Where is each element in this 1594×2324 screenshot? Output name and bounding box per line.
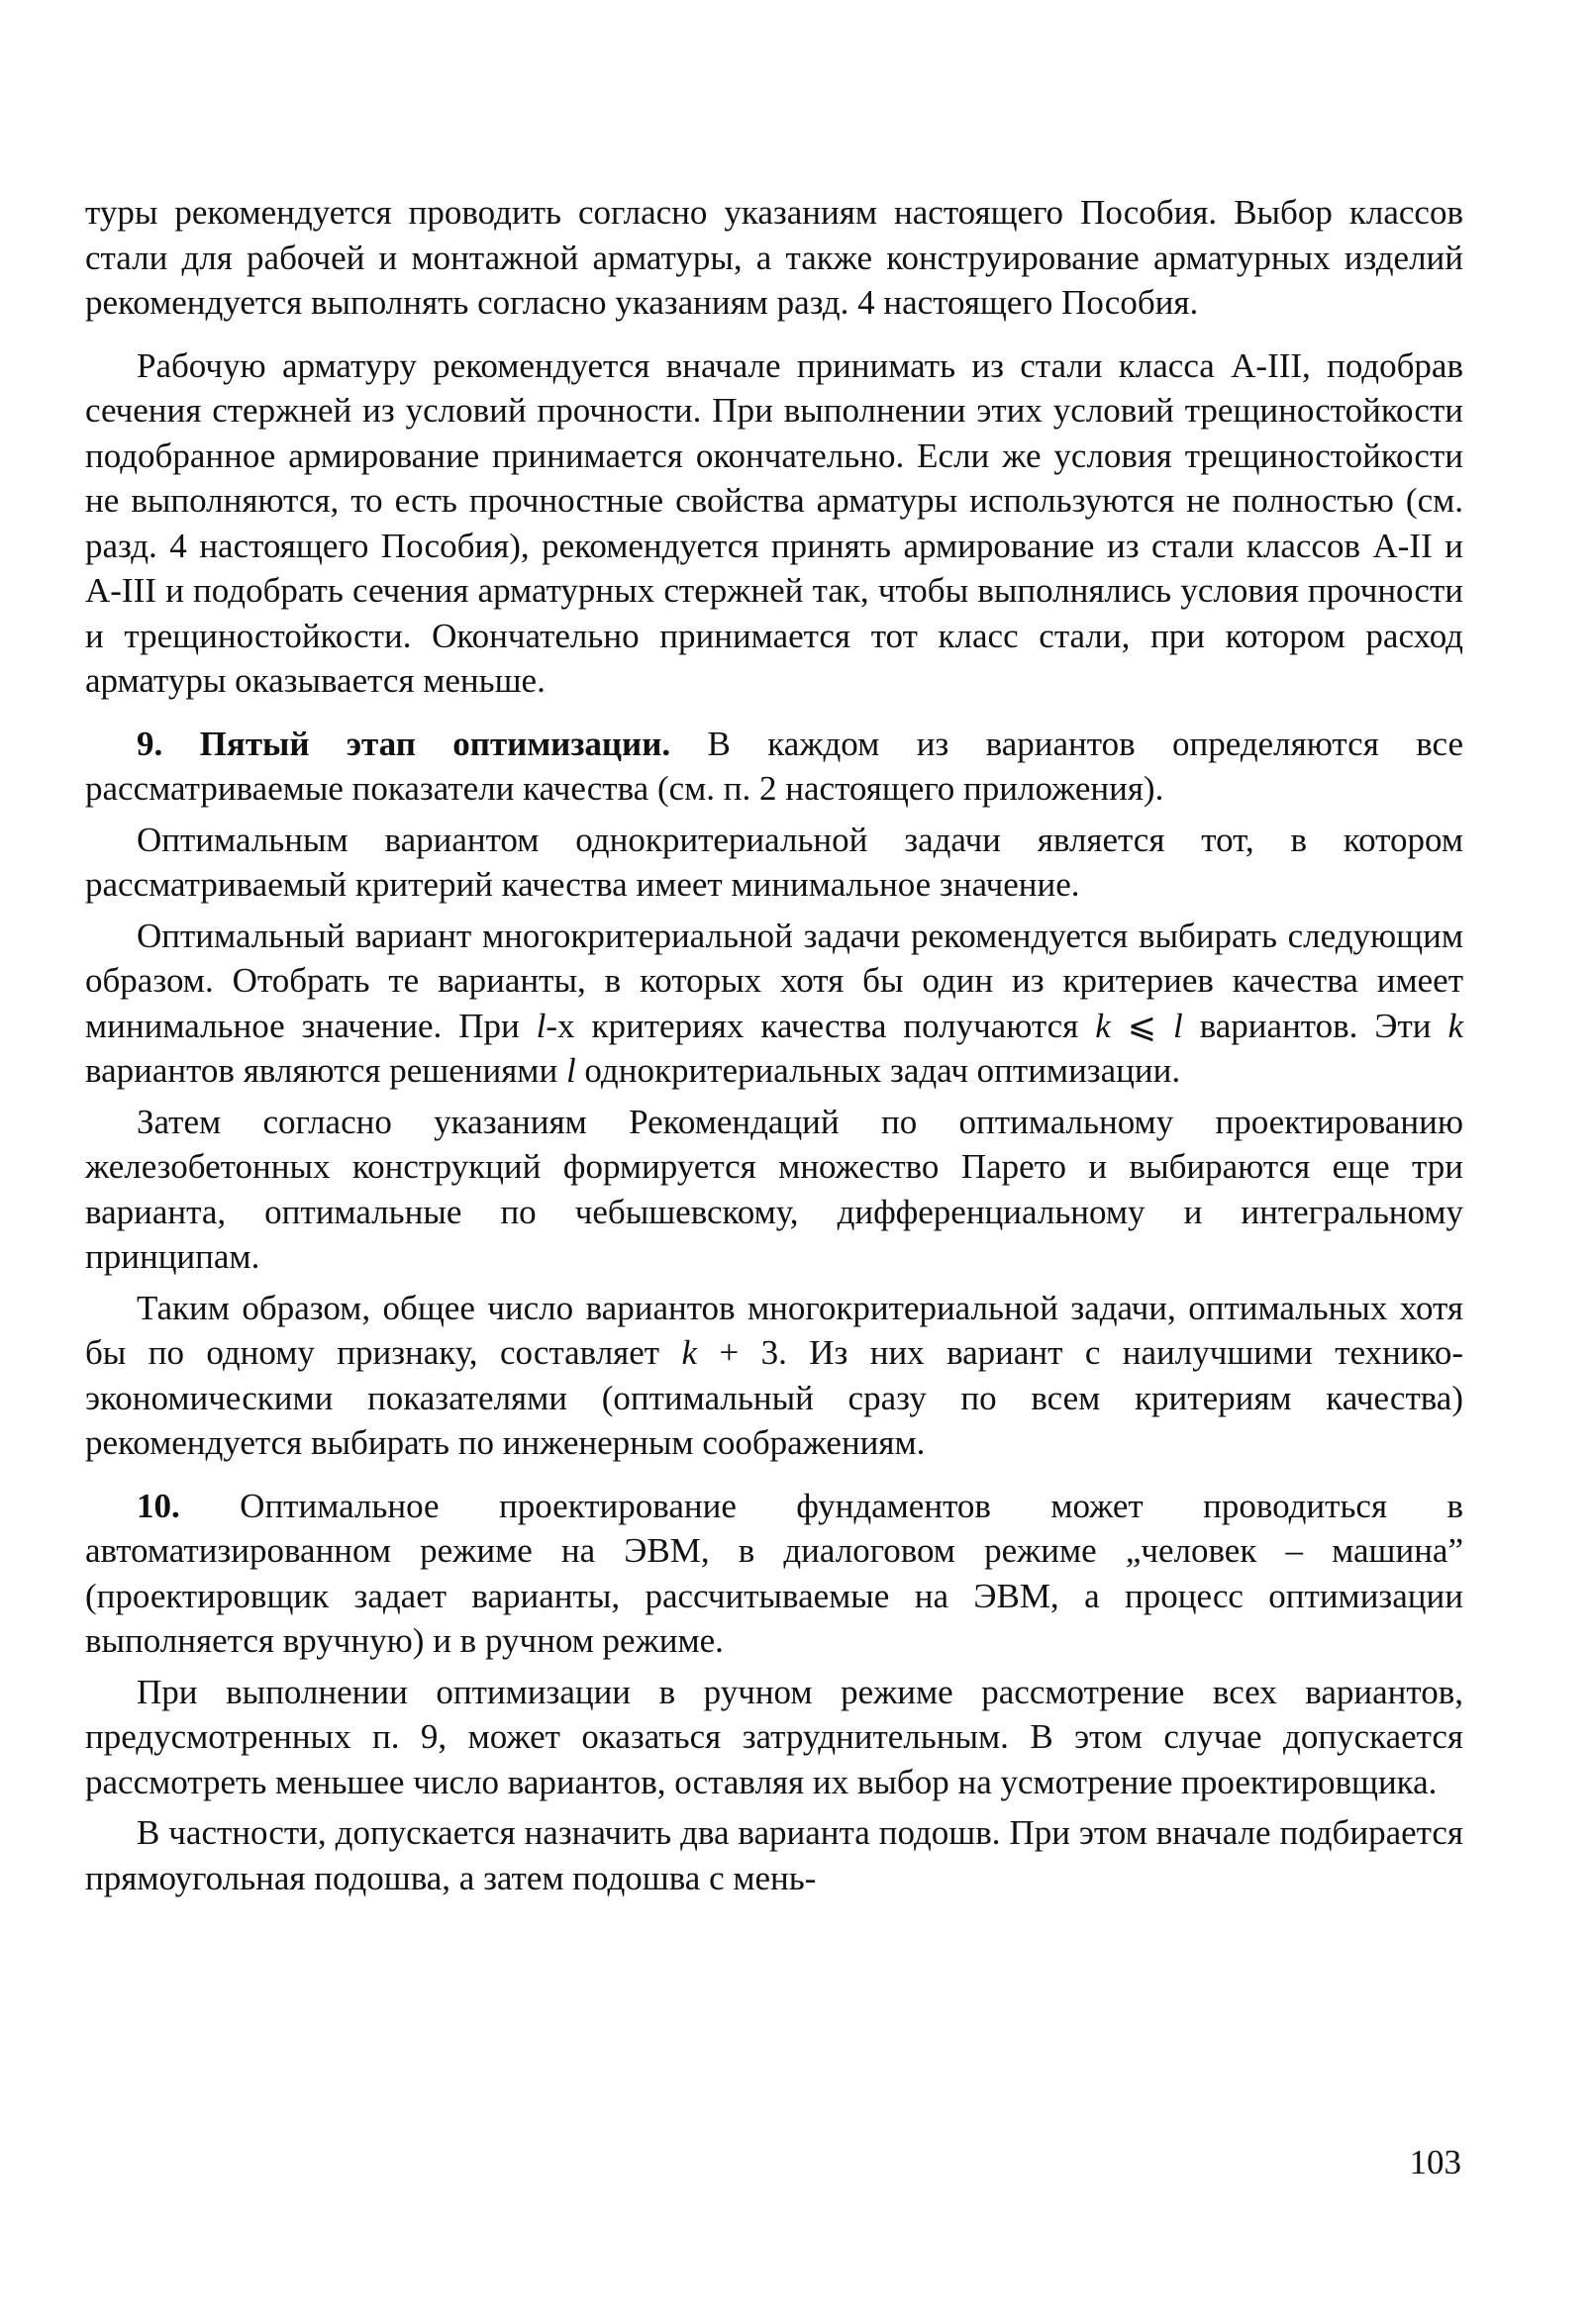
page-body bbox=[85, 190, 1463, 1900]
math-k: k bbox=[681, 1333, 698, 1372]
section-9-heading: Пятый этап оптимизации. bbox=[199, 724, 671, 763]
text-segment: Таким образом, общее число вариантов многокритериальной задачи, оптимальных хотя бы по одному признаку, составляет bbox=[85, 1288, 1463, 1372]
text-segment: вариантов. Эти bbox=[1182, 1006, 1448, 1045]
paragraph-soles: В частности, допускается назначить два варианта подошв. При этом вначале подбирается прямоугольная подошва, а затем подошва с мень- bbox=[85, 1813, 1463, 1897]
text-segment: однокритериальных задач оптимизации. bbox=[575, 1051, 1181, 1090]
text-segment: -х критериях качества получаются bbox=[546, 1006, 1096, 1045]
math-k: k bbox=[1447, 1006, 1463, 1045]
paragraph-total-variants bbox=[85, 1286, 1463, 1466]
math-leq: ⩽ bbox=[1110, 1006, 1174, 1045]
math-l: l bbox=[536, 1006, 547, 1045]
section-10-text: Оптимальное проектирование фундаментов может проводиться в автоматизированном режиме на ЭВМ, в диалоговом режиме „человек – машина” (проектировщик задает варианты, рассчитываемые на ЭВМ, а процесс оптимизации выполняется вручную) и в ручном режиме. bbox=[85, 1486, 1463, 1660]
section-9-number: 9. bbox=[137, 724, 163, 763]
text-segment: Оптимальный вариант многокритериальной задачи рекомендуется выбирать следующим образом. Отобрать те варианты, в которых хотя бы один из критериев качества имеет минимальное значение. При bbox=[85, 916, 1463, 1045]
paragraph-manual-mode: При выполнении оптимизации в ручном режиме рассмотрение всех вариантов, предусмотренных п. 9, может оказаться затруднительным. В этом случае допускается рассмотреть меньшее число вариантов, оставляя их выбор на усмотрение проектировщика. bbox=[85, 1672, 1463, 1801]
math-l: l bbox=[565, 1051, 576, 1090]
math-k: k bbox=[1095, 1006, 1111, 1045]
page-number: 103 bbox=[1409, 2143, 1461, 2181]
paragraph-pareto: Затем согласно указаниям Рекомендаций по оптимальному проектированию железобетонных конструкций формируется множество Парето и выбираются еще три варианта, оптимальные по чебышевскому, дифференциальному и интегральному принципам. bbox=[85, 1102, 1463, 1276]
section-9-text: В каждом из вариантов определяются все рассматриваемые показатели качества (см. п. 2 настоящего приложения). bbox=[85, 724, 1464, 808]
paragraph-optimal-single: Оптимальным вариантом однокритериальной задачи является тот, в котором рассматриваемый критерий качества имеет минимальное значение. bbox=[85, 820, 1463, 904]
paragraph-continuation: туры рекомендуется проводить согласно указаниям настоящего Пособия. Выбор классов стали для рабочей и монтажной арматуры, а также конструирование арматурных изделий рекомендуется выполнять согласно указаниям разд. 4 настоящего Пособия. bbox=[85, 193, 1463, 322]
section-10-paragraph bbox=[85, 1484, 1463, 1664]
text-segment: вариантов являются решениями bbox=[85, 1051, 566, 1090]
paragraph-multicriteria bbox=[85, 914, 1463, 1094]
section-10-number: 10. bbox=[137, 1486, 180, 1525]
text-segment: + 3. Из них вариант с наилучшими технико-экономическими показателями (оптимальный сразу по всем критериям качества) рекомендуется выбирать по инженерным соображениям. bbox=[85, 1333, 1464, 1462]
math-l: l bbox=[1173, 1006, 1183, 1045]
section-9-paragraph bbox=[85, 722, 1463, 812]
paragraph-reinforcement: Рабочую арматуру рекомендуется вначале принимать из стали класса А-III, подобрав сечения стержней из условий прочности. При выполнении этих условий трещиностойкости подобранное армирование принимается окончательно. Если же условия трещиностойкости не выполняются, то есть прочностные свойства арматуры используются не полностью (см. разд. 4 настоящего Пособия), рекомендуется принять армирование из стали классов А-II и А-III и подобрать сечения арматурных стержней так, чтобы выполнялись условия прочности и трещиностойкости. Окончательно принимается тот класс стали, при котором расход арматуры оказывается меньше. bbox=[85, 345, 1463, 700]
